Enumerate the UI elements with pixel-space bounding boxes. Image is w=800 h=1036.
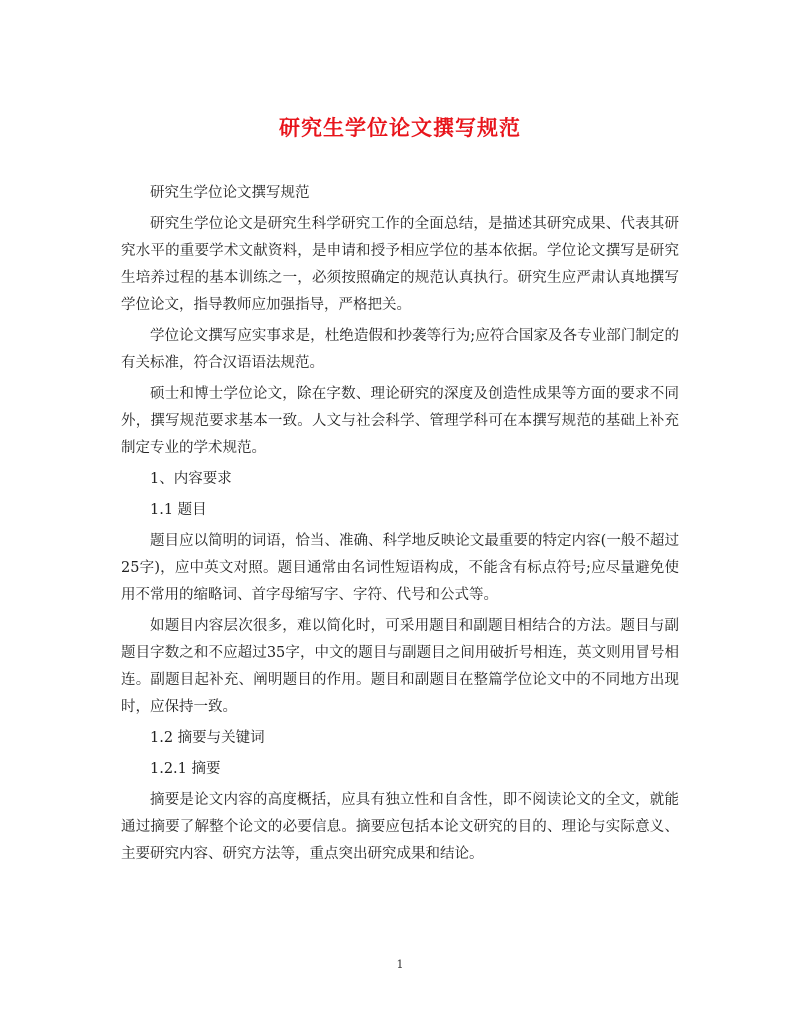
paragraph-heading: 研究生学位论文撰写规范 [150,185,310,201]
document-body [121,180,679,868]
section-heading-content-requirements: 1、内容要求 [150,471,232,487]
section-heading-abstract: 1.2.1 摘要 [150,761,221,777]
paragraph-abstract-rules: 摘要是论文内容的高度概括，应具有独立性和自含性，即不阅读论文的全文，就能通过摘要了解整个论文的必要信息。摘要应包括本论文研究的目的、理论与实际意义、主要研究内容、研究方法等，重点突出研究成果和结论。 [121,792,679,862]
section-heading-abstract-keywords: 1.2 摘要与关键词 [150,730,265,746]
paragraph-title-rules: 题目应以简明的词语，恰当、准确、科学地反映论文最重要的特定内容(一般不超过25字)，应中英文对照。题目通常由名词性短语构成，不能含有标点符号;应尽量避免使用不常用的缩略词、首字母缩写字、字符、代号和公式等。 [121,533,679,603]
section-heading-title: 1.1 题目 [150,502,207,518]
page-number: 1 [396,958,404,971]
paragraph-degree-levels: 硕士和博士学位论文，除在字数、理论研究的深度及创造性成果等方面的要求不同外，撰写规范要求基本一致。人文与社会科学、管理学科可在本撰写规范的基础上补充制定专业的学术规范。 [121,386,679,456]
paragraph-intro: 研究生学位论文是研究生科学研究工作的全面总结，是描述其研究成果、代表其研究水平的重要学术文献资料，是申请和授予相应学位的基本依据。学位论文撰写是研究生培养过程的基本训练之一，必须按照确定的规范认真执行。研究生应严肃认真地撰写学位论文，指导教师应加强指导，严格把关。 [121,216,679,313]
paragraph-subtitle-rules: 如题目内容层次很多，难以简化时，可采用题目和副题目相结合的方法。题目与副题目字数之和不应超过35字，中文的题目与副题目之间用破折号相连，英文则用冒号相连。副题目起补充、阐明题目的作用。题目和副题目在整篇学位论文中的不同地方出现时，应保持一致。 [121,618,679,715]
paragraph-principles: 学位论文撰写应实事求是，杜绝造假和抄袭等行为;应符合国家及各专业部门制定的有关标准，符合汉语语法规范。 [121,328,679,371]
document-title: 研究生学位论文撰写规范 [279,115,521,140]
